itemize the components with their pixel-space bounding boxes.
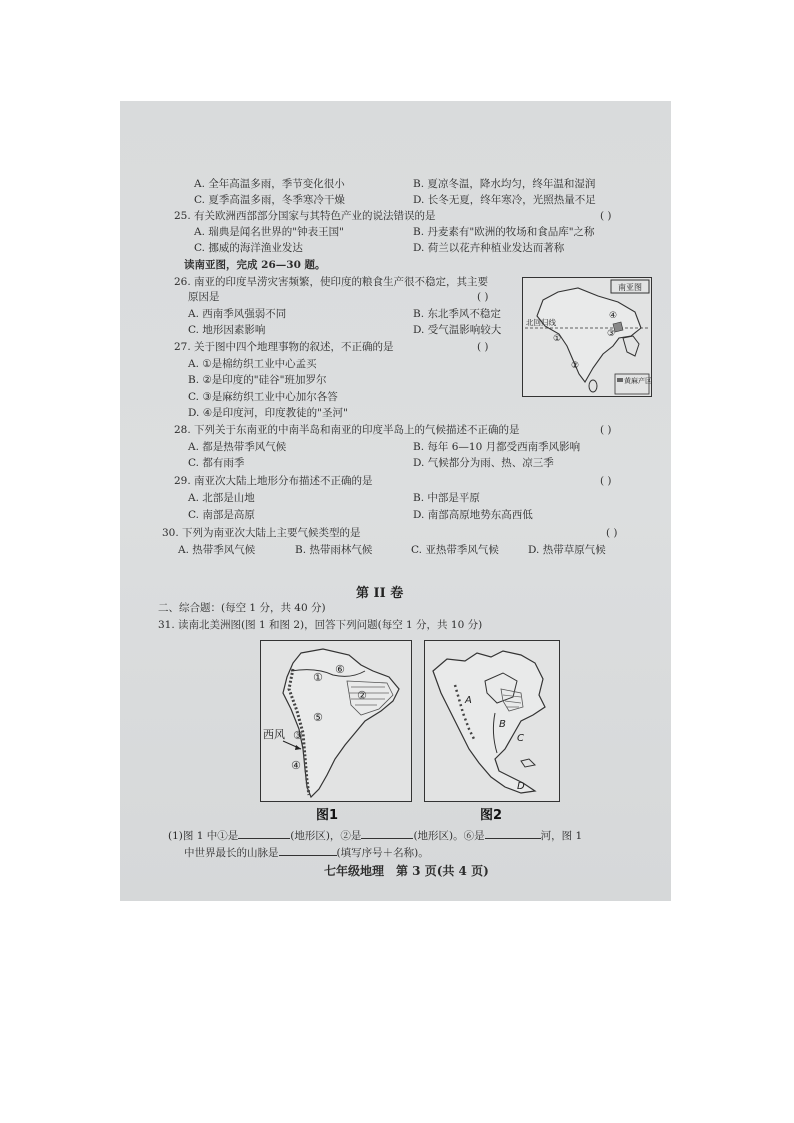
q28-option-c: C. 都有雨季 (188, 457, 245, 469)
q26-option-b: B. 东北季风不稳定 (413, 308, 501, 320)
q29-answer-paren: ( ) (600, 475, 612, 487)
q24-option-c: C. 夏季高温多雨，冬季寒冷干燥 (194, 194, 345, 206)
q24-option-d: D. 长冬无夏，终年寒冷，光照热量不足 (413, 194, 596, 206)
fig1-marker-4: ④ (291, 759, 301, 772)
q28-answer-paren: ( ) (600, 424, 612, 436)
south-america-drawing (261, 641, 411, 801)
q26-stem-line1: 26. 南亚的印度旱涝灾害频繁，使印度的粮食生产很不稳定，其主要 (174, 276, 489, 288)
legend-swatch (617, 378, 623, 382)
q27-option-b: B. ②是印度的"硅谷"班加罗尔 (188, 374, 327, 386)
map-marker-3: ③ (607, 329, 616, 339)
q25-option-c: C. 挪威的海洋渔业发达 (194, 242, 303, 254)
section-2-title: 第 II 卷 (356, 586, 404, 601)
q30-stem: 30. 下列为南亚次大陆上主要气候类型的是 (162, 527, 361, 539)
q25-stem: 25. 有关欧洲西部部分国家与其特色产业的说法错误的是 (174, 210, 436, 222)
q31-1-blank-1[interactable] (238, 827, 290, 839)
q29-stem: 29. 南亚次大陆上地形分布描述不正确的是 (174, 475, 373, 487)
q24-option-a: A. 全年高温多雨，季节变化很小 (194, 178, 345, 190)
q25-option-a: A. 瑞典是闻名世界的"钟表王国" (194, 226, 344, 238)
q26-option-d: D. 受气温影响较大 (413, 324, 502, 336)
page-footer: 七年级地理 第 3 页(共 4 页) (324, 864, 489, 878)
fig2-letter-d: D (517, 781, 525, 792)
q27-option-a: A. ①是棉纺织工业中心孟买 (188, 358, 317, 370)
q31-1-text-d: 河，图 1 (540, 830, 583, 842)
q28-option-d: D. 气候都分为雨、热、凉三季 (413, 457, 554, 469)
q27-stem: 27. 关于图中四个地理事物的叙述，不正确的是 (174, 341, 394, 353)
q31-1-text-f: (填写序号＋名称)。 (336, 847, 429, 859)
q31-1-text-c: (地形区)。⑥是 (413, 830, 485, 842)
figure-2-north-america-map (424, 640, 560, 802)
q24-option-b: B. 夏凉冬温，降水均匀，终年温和湿润 (413, 178, 596, 190)
q27-option-d: D. ④是印度河，印度教徒的"圣河" (188, 407, 348, 419)
q31-part1-line1 (168, 827, 582, 843)
q31-stem: 31. 读南北美洲图(图 1 和图 2)，回答下列问题(每空 1 分，共 10 分) (158, 619, 483, 631)
fig1-marker-5: ⑤ (313, 711, 323, 724)
q25-option-b: B. 丹麦素有"欧洲的牧场和食品库"之称 (413, 226, 595, 238)
scanned-exam-page (120, 101, 671, 901)
q27-option-c: C. ③是麻纺织工业中心加尔各答 (188, 391, 338, 403)
map-marker-2: ② (571, 361, 580, 371)
q31-1-text-a: (1)图 1 中①是 (168, 830, 239, 842)
q31-1-text-e: 中世界最长的山脉是 (184, 847, 279, 859)
south-asia-map (522, 277, 652, 397)
fig1-marker-6: ⑥ (335, 663, 345, 676)
fig1-marker-1: ① (313, 671, 323, 684)
q28-option-b: B. 每年 6—10 月都受西南季风影响 (413, 441, 581, 453)
map-marker-4: ④ (609, 311, 618, 321)
figure-1-caption: 图1 (316, 808, 339, 823)
north-america-drawing (425, 641, 559, 801)
q31-1-blank-2[interactable] (361, 827, 413, 839)
section-2-heading: 二、综合题：(每空 1 分，共 40 分) (158, 602, 326, 614)
fig2-letter-c: C (517, 733, 524, 744)
q29-option-a: A. 北部是山地 (188, 492, 255, 504)
q31-part1-line2 (184, 844, 429, 860)
q28-stem: 28. 下列关于东南亚的中南半岛和南亚的印度半岛上的气候描述不正确的是 (174, 424, 520, 436)
reading-instruction: 读南亚图，完成 26—30 题。 (184, 259, 326, 271)
south-asia-map-title: 南亚图 (618, 283, 642, 292)
q31-1-text-b: (地形区)，②是 (290, 830, 362, 842)
figure-1-south-america-map (260, 640, 412, 802)
map-marker-1: ① (553, 334, 562, 344)
q30-option-b: B. 热带雨林气候 (295, 544, 373, 556)
q25-answer-paren: ( ) (600, 210, 612, 222)
tropic-of-cancer-label: 北回归线 (526, 318, 556, 327)
figure-2-caption: 图2 (480, 808, 503, 823)
q30-option-c: C. 亚热带季风气候 (411, 544, 499, 556)
q26-option-a: A. 西南季风强弱不同 (188, 308, 287, 320)
q26-answer-paren: ( ) (477, 291, 489, 303)
q27-answer-paren: ( ) (477, 341, 489, 353)
fig1-marker-2: ② (357, 689, 367, 702)
q31-1-blank-3[interactable] (485, 827, 541, 839)
q29-option-d: D. 南部高原地势东高西低 (413, 509, 533, 521)
q29-option-b: B. 中部是平原 (413, 492, 480, 504)
south-asia-map-drawing (523, 278, 651, 396)
westerly-wind-label: 西风 (263, 728, 285, 741)
q26-option-c: C. 地形因素影响 (188, 324, 266, 336)
fig2-letter-b: B (499, 719, 506, 730)
fig1-marker-3: ③ (293, 729, 303, 742)
legend-label: 黄麻产区 (624, 377, 651, 385)
q30-answer-paren: ( ) (606, 527, 618, 539)
q29-option-c: C. 南部是高原 (188, 509, 255, 521)
q31-1-blank-4[interactable] (279, 844, 337, 856)
q30-option-a: A. 热带季风气候 (178, 544, 256, 556)
fig2-letter-a: A (465, 695, 472, 706)
q30-option-d: D. 热带草原气候 (528, 544, 606, 556)
q28-option-a: A. 都是热带季风气候 (188, 441, 287, 453)
q25-option-d: D. 荷兰以花卉种植业发达而著称 (413, 242, 565, 254)
q26-stem-line2: 原因是 (188, 291, 220, 303)
